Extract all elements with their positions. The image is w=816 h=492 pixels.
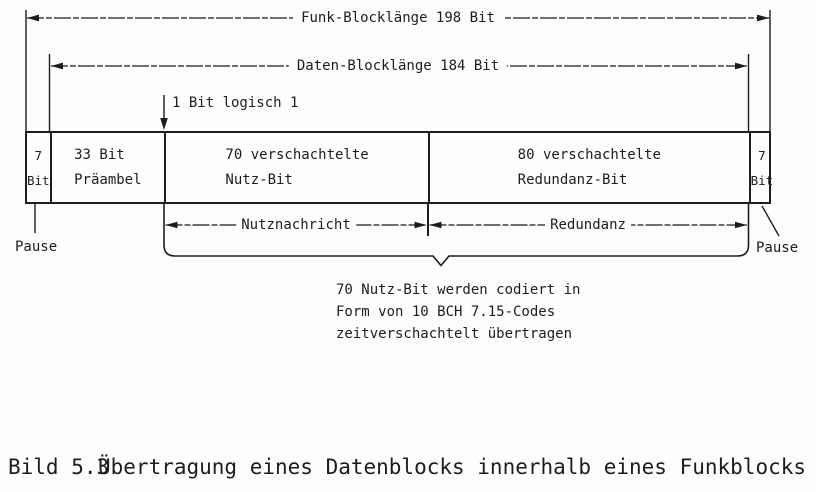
brace-note-line: zeitverschachtelt übertragen xyxy=(336,326,573,342)
arrowhead-left-icon xyxy=(27,15,39,22)
arrowhead-right-icon xyxy=(735,63,747,70)
cell-line: Präambel xyxy=(74,171,142,188)
block-cell-redundanz-bit xyxy=(430,133,751,202)
arrowhead-down-icon xyxy=(160,118,168,130)
block-cell-pause-right xyxy=(751,133,774,202)
cell-line: Bit xyxy=(27,172,50,188)
cell-line: Redundanz-Bit xyxy=(517,171,628,188)
block-cell-pause-left xyxy=(27,133,52,202)
block-cell-nutz-bit xyxy=(166,133,430,202)
brace-note-line: 70 Nutz-Bit werden codiert in xyxy=(336,282,581,298)
redundanz-label: Redundanz xyxy=(545,217,631,233)
cell-line: Nutz-Bit xyxy=(225,171,293,188)
cell-line: 70 verschachtelte xyxy=(225,146,369,163)
arrowhead-left-icon xyxy=(51,63,63,70)
arrowhead-right-icon xyxy=(735,222,747,228)
cell-line: 80 verschachtelte xyxy=(517,146,661,163)
brace-note-line: Form von 10 BCH 7.15-Codes xyxy=(336,304,556,320)
cell-line: 7 xyxy=(34,147,43,163)
arrowhead-right-icon xyxy=(757,15,769,22)
funkblock-diagram xyxy=(25,131,774,204)
daten-length-label: Daten-Blocklänge 184 Bit xyxy=(289,58,507,74)
caption-number: Bild 5.3 xyxy=(8,455,110,479)
pause-left-label: Pause xyxy=(15,239,58,255)
brace xyxy=(164,204,749,266)
brace-note xyxy=(336,279,580,345)
one-bit-label: 1 Bit logisch 1 xyxy=(172,95,299,111)
arrowhead-left-icon xyxy=(430,222,442,228)
caption-text: Übertragung eines Datenblocks innerhalb eines Funkblocks xyxy=(98,455,807,479)
funk-length-label: Funk-Blocklänge 198 Bit xyxy=(293,10,503,26)
arrowhead-right-icon xyxy=(415,222,427,228)
cell-line: Bit xyxy=(750,172,774,188)
one-bit-pointer xyxy=(160,95,168,130)
block-cell-praeambel xyxy=(52,133,167,202)
nutznachricht-label: Nutznachricht xyxy=(236,217,356,233)
pause-right-label: Pause xyxy=(756,240,799,256)
arrowhead-left-icon xyxy=(166,222,178,228)
pause-right-pointer xyxy=(762,206,779,236)
cell-line: 33 Bit xyxy=(74,146,125,163)
cell-line: 7 xyxy=(758,147,766,163)
